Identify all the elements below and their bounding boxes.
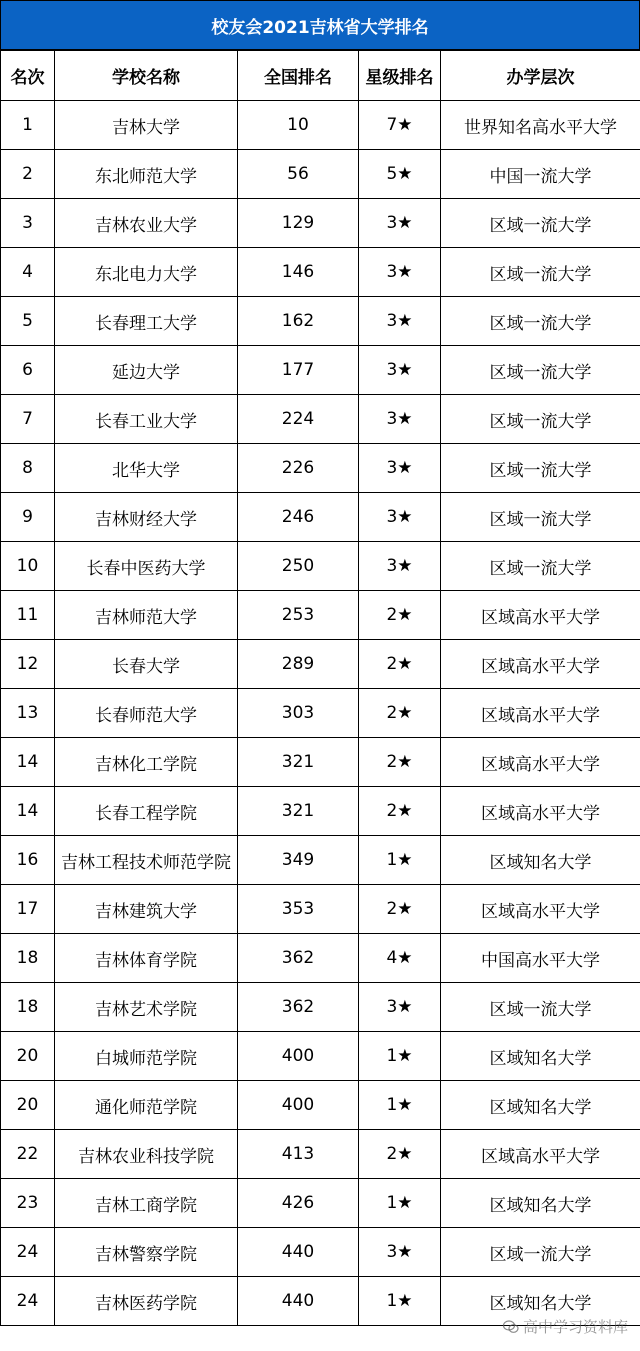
cell-rank: 12 <box>1 640 55 689</box>
cell-school-name: 吉林工商学院 <box>55 1179 238 1228</box>
cell-school-name: 长春中医药大学 <box>55 542 238 591</box>
cell-star-rank: 3★ <box>359 542 441 591</box>
table-row <box>1 444 640 493</box>
table-body <box>1 101 640 1326</box>
cell-school-name: 东北电力大学 <box>55 248 238 297</box>
cell-rank: 10 <box>1 542 55 591</box>
cell-star-rank: 7★ <box>359 101 441 150</box>
table-row <box>1 787 640 836</box>
table-header-row <box>1 51 640 101</box>
cell-national-rank: 321 <box>238 787 359 836</box>
cell-school-name: 吉林农业大学 <box>55 199 238 248</box>
cell-school-level: 区域一流大学 <box>441 199 640 248</box>
cell-school-level: 区域知名大学 <box>441 1277 640 1326</box>
cell-national-rank: 400 <box>238 1081 359 1130</box>
cell-school-level: 世界知名高水平大学 <box>441 101 640 150</box>
cell-star-rank: 3★ <box>359 983 441 1032</box>
cell-school-name: 长春工业大学 <box>55 395 238 444</box>
cell-national-rank: 303 <box>238 689 359 738</box>
cell-rank: 3 <box>1 199 55 248</box>
cell-national-rank: 56 <box>238 150 359 199</box>
cell-school-level: 区域一流大学 <box>441 983 640 1032</box>
cell-star-rank: 2★ <box>359 591 441 640</box>
cell-national-rank: 162 <box>238 297 359 346</box>
table-row <box>1 248 640 297</box>
cell-star-rank: 2★ <box>359 787 441 836</box>
cell-star-rank: 1★ <box>359 836 441 885</box>
cell-school-level: 区域一流大学 <box>441 493 640 542</box>
cell-national-rank: 362 <box>238 983 359 1032</box>
cell-rank: 23 <box>1 1179 55 1228</box>
cell-national-rank: 146 <box>238 248 359 297</box>
cell-national-rank: 349 <box>238 836 359 885</box>
table-row <box>1 836 640 885</box>
table-row <box>1 983 640 1032</box>
table-row <box>1 1179 640 1228</box>
cell-rank: 18 <box>1 934 55 983</box>
cell-rank: 20 <box>1 1032 55 1081</box>
table-row <box>1 150 640 199</box>
cell-school-name: 东北师范大学 <box>55 150 238 199</box>
cell-star-rank: 2★ <box>359 640 441 689</box>
cell-rank: 24 <box>1 1277 55 1326</box>
cell-rank: 9 <box>1 493 55 542</box>
cell-school-level: 区域知名大学 <box>441 1032 640 1081</box>
cell-school-level: 区域高水平大学 <box>441 885 640 934</box>
cell-school-name: 吉林工程技术师范学院 <box>55 836 238 885</box>
ranking-table <box>0 50 640 1326</box>
cell-star-rank: 3★ <box>359 199 441 248</box>
watermark-text: 高中学习资料库 <box>522 1318 628 1336</box>
cell-national-rank: 226 <box>238 444 359 493</box>
cell-school-name: 吉林体育学院 <box>55 934 238 983</box>
table-row <box>1 1228 640 1277</box>
cell-star-rank: 3★ <box>359 444 441 493</box>
cell-national-rank: 362 <box>238 934 359 983</box>
cell-national-rank: 253 <box>238 591 359 640</box>
cell-school-level: 区域一流大学 <box>441 444 640 493</box>
cell-star-rank: 2★ <box>359 738 441 787</box>
table-row <box>1 346 640 395</box>
cell-school-name: 吉林师范大学 <box>55 591 238 640</box>
cell-school-name: 吉林艺术学院 <box>55 983 238 1032</box>
cell-star-rank: 3★ <box>359 248 441 297</box>
table-row <box>1 934 640 983</box>
cell-school-level: 区域知名大学 <box>441 1179 640 1228</box>
cell-star-rank: 1★ <box>359 1179 441 1228</box>
table-row <box>1 885 640 934</box>
cell-school-name: 北华大学 <box>55 444 238 493</box>
cell-national-rank: 289 <box>238 640 359 689</box>
cell-star-rank: 3★ <box>359 297 441 346</box>
cell-national-rank: 440 <box>238 1277 359 1326</box>
cell-school-name: 吉林医药学院 <box>55 1277 238 1326</box>
cell-rank: 7 <box>1 395 55 444</box>
cell-national-rank: 177 <box>238 346 359 395</box>
cell-school-name: 吉林大学 <box>55 101 238 150</box>
cell-star-rank: 5★ <box>359 150 441 199</box>
cell-rank: 5 <box>1 297 55 346</box>
cell-school-name: 长春工程学院 <box>55 787 238 836</box>
cell-national-rank: 246 <box>238 493 359 542</box>
column-header-school-name: 学校名称 <box>55 51 238 101</box>
cell-school-name: 长春理工大学 <box>55 297 238 346</box>
cell-rank: 6 <box>1 346 55 395</box>
cell-star-rank: 3★ <box>359 395 441 444</box>
cell-national-rank: 400 <box>238 1032 359 1081</box>
cell-school-level: 区域一流大学 <box>441 1228 640 1277</box>
column-header-national-rank: 全国排名 <box>238 51 359 101</box>
cell-rank: 17 <box>1 885 55 934</box>
cell-national-rank: 353 <box>238 885 359 934</box>
cell-national-rank: 10 <box>238 101 359 150</box>
cell-star-rank: 2★ <box>359 885 441 934</box>
cell-school-level: 区域一流大学 <box>441 395 640 444</box>
table-row <box>1 542 640 591</box>
cell-rank: 1 <box>1 101 55 150</box>
cell-school-name: 吉林化工学院 <box>55 738 238 787</box>
table-row <box>1 591 640 640</box>
cell-school-name: 长春师范大学 <box>55 689 238 738</box>
cell-rank: 13 <box>1 689 55 738</box>
cell-school-name: 延边大学 <box>55 346 238 395</box>
cell-rank: 14 <box>1 738 55 787</box>
column-header-school-level: 办学层次 <box>441 51 640 101</box>
cell-school-level: 中国高水平大学 <box>441 934 640 983</box>
cell-national-rank: 426 <box>238 1179 359 1228</box>
cell-star-rank: 2★ <box>359 689 441 738</box>
cell-star-rank: 1★ <box>359 1032 441 1081</box>
cell-national-rank: 129 <box>238 199 359 248</box>
cell-school-name: 长春大学 <box>55 640 238 689</box>
table-row <box>1 1277 640 1326</box>
cell-school-name: 白城师范学院 <box>55 1032 238 1081</box>
table-row <box>1 493 640 542</box>
table-row <box>1 1032 640 1081</box>
cell-rank: 20 <box>1 1081 55 1130</box>
cell-star-rank: 3★ <box>359 346 441 395</box>
cell-school-level: 区域一流大学 <box>441 248 640 297</box>
cell-school-name: 吉林农业科技学院 <box>55 1130 238 1179</box>
cell-school-level: 区域高水平大学 <box>441 640 640 689</box>
page-title: 校友会2021吉林省大学排名 <box>0 0 640 50</box>
table-row <box>1 101 640 150</box>
cell-rank: 14 <box>1 787 55 836</box>
cell-rank: 16 <box>1 836 55 885</box>
cell-star-rank: 1★ <box>359 1081 441 1130</box>
cell-star-rank: 4★ <box>359 934 441 983</box>
cell-star-rank: 1★ <box>359 1277 441 1326</box>
cell-star-rank: 2★ <box>359 1130 441 1179</box>
table-row <box>1 297 640 346</box>
column-header-rank: 名次 <box>1 51 55 101</box>
cell-school-level: 区域高水平大学 <box>441 738 640 787</box>
cell-national-rank: 321 <box>238 738 359 787</box>
table-row <box>1 738 640 787</box>
cell-rank: 8 <box>1 444 55 493</box>
cell-school-level: 区域高水平大学 <box>441 1130 640 1179</box>
cell-school-level: 区域高水平大学 <box>441 591 640 640</box>
cell-rank: 22 <box>1 1130 55 1179</box>
cell-star-rank: 3★ <box>359 493 441 542</box>
cell-school-level: 区域知名大学 <box>441 1081 640 1130</box>
cell-national-rank: 250 <box>238 542 359 591</box>
cell-school-level: 区域知名大学 <box>441 836 640 885</box>
cell-national-rank: 440 <box>238 1228 359 1277</box>
cell-rank: 2 <box>1 150 55 199</box>
cell-school-level: 区域一流大学 <box>441 346 640 395</box>
cell-school-level: 区域一流大学 <box>441 297 640 346</box>
cell-national-rank: 224 <box>238 395 359 444</box>
cell-school-level: 区域高水平大学 <box>441 787 640 836</box>
cell-rank: 24 <box>1 1228 55 1277</box>
cell-school-level: 区域高水平大学 <box>441 689 640 738</box>
cell-school-name: 吉林建筑大学 <box>55 885 238 934</box>
table-row <box>1 199 640 248</box>
cell-national-rank: 413 <box>238 1130 359 1179</box>
table-row <box>1 640 640 689</box>
cell-rank: 18 <box>1 983 55 1032</box>
table-row <box>1 1081 640 1130</box>
cell-school-level: 中国一流大学 <box>441 150 640 199</box>
cell-star-rank: 3★ <box>359 1228 441 1277</box>
table-row <box>1 1130 640 1179</box>
cell-rank: 11 <box>1 591 55 640</box>
column-header-star-rank: 星级排名 <box>359 51 441 101</box>
cell-school-level: 区域一流大学 <box>441 542 640 591</box>
cell-school-name: 吉林财经大学 <box>55 493 238 542</box>
cell-rank: 4 <box>1 248 55 297</box>
table-row <box>1 689 640 738</box>
cell-school-name: 吉林警察学院 <box>55 1228 238 1277</box>
table-row <box>1 395 640 444</box>
cell-school-name: 通化师范学院 <box>55 1081 238 1130</box>
